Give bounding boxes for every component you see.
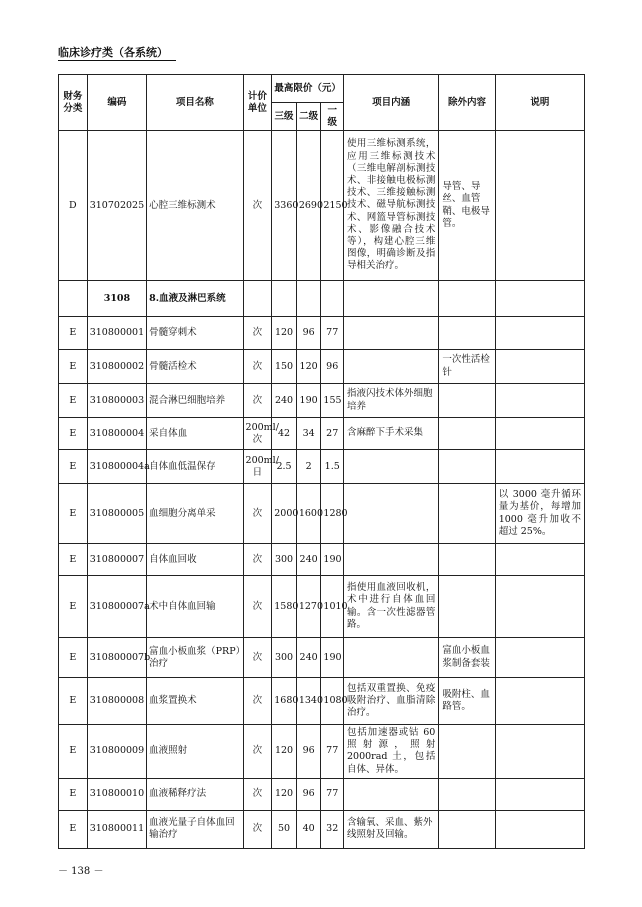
cell-category: E — [59, 576, 88, 638]
cell-category — [59, 281, 88, 317]
cell-price-level1: 77 — [321, 317, 344, 350]
cell-category: E — [59, 484, 88, 544]
cell-content — [344, 638, 439, 678]
cell-category: E — [59, 544, 88, 576]
cell-price-level1: 27 — [321, 418, 344, 450]
cell-code: 310800011 — [87, 810, 146, 848]
cell-note — [495, 810, 584, 848]
cell-exclusion — [439, 576, 495, 638]
cell-content: 使用三维标测系统，应用三维标测技术（三维电解剖标测技术、非接触电极标测技术、三维接触标测技术、磁导航标测技术、网篮导管标测技术、影像融合技术等），构建心腔三维图像，明确诊断及指导相关治疗。 — [344, 131, 439, 281]
table-row — [59, 810, 585, 848]
cell-exclusion — [439, 450, 495, 484]
header-exclusion: 除外内容 — [439, 75, 495, 131]
cell-name: 8.血液及淋巴系统 — [147, 281, 243, 317]
cell-price-level1: 155 — [321, 384, 344, 418]
cell-exclusion: 富血小板血浆制备套装 — [439, 638, 495, 678]
cell-code: 310800007b — [87, 638, 146, 678]
cell-price-level2: 96 — [296, 778, 321, 810]
cell-price-level3: 240 — [272, 384, 297, 418]
cell-code: 310800003 — [87, 384, 146, 418]
cell-note — [495, 638, 584, 678]
table-row — [59, 544, 585, 576]
cell-code: 310800010 — [87, 778, 146, 810]
cell-exclusion: 吸附柱、血路管。 — [439, 678, 495, 725]
cell-unit — [243, 281, 272, 317]
cell-note — [495, 131, 584, 281]
cell-price-level3: 1680 — [272, 678, 297, 725]
cell-price-level2: 40 — [296, 810, 321, 848]
cell-category: E — [59, 725, 88, 779]
cell-unit: 次 — [243, 638, 272, 678]
cell-price-level2: 34 — [296, 418, 321, 450]
cell-unit: 次 — [243, 810, 272, 848]
cell-price-level3: 120 — [272, 778, 297, 810]
cell-price-level1: 77 — [321, 725, 344, 779]
cell-price-level1: 1080 — [321, 678, 344, 725]
cell-content — [344, 350, 439, 384]
table-row — [59, 778, 585, 810]
cell-name: 术中自体血回输 — [147, 576, 243, 638]
cell-price-level3: 1580 — [272, 576, 297, 638]
header-underline — [58, 60, 176, 61]
cell-price-level2: 96 — [296, 725, 321, 779]
cell-category: E — [59, 418, 88, 450]
cell-category: D — [59, 131, 88, 281]
table-row — [59, 384, 585, 418]
cell-price-level3: 300 — [272, 544, 297, 576]
cell-price-level2 — [296, 281, 321, 317]
cell-price-level3 — [272, 281, 297, 317]
cell-unit: 次 — [243, 350, 272, 384]
cell-code: 310800004a — [87, 450, 146, 484]
cell-price-level3: 42 — [272, 418, 297, 450]
cell-price-level3: 2.5 — [272, 450, 297, 484]
cell-category: E — [59, 450, 88, 484]
header-name: 项目名称 — [147, 75, 243, 131]
cell-category: E — [59, 384, 88, 418]
cell-code: 310800008 — [87, 678, 146, 725]
cell-unit: 200ml/次 — [243, 418, 272, 450]
cell-price-level2: 1270 — [296, 576, 321, 638]
price-table — [58, 74, 585, 849]
cell-note — [495, 384, 584, 418]
page-number: － 138 － — [58, 866, 104, 877]
cell-note — [495, 778, 584, 810]
cell-price-level1: 190 — [321, 544, 344, 576]
cell-note — [495, 725, 584, 779]
cell-content — [344, 544, 439, 576]
cell-unit: 次 — [243, 384, 272, 418]
cell-price-level2: 240 — [296, 638, 321, 678]
cell-price-level1: 2150 — [321, 131, 344, 281]
table-row — [59, 484, 585, 544]
cell-name: 自体血回收 — [147, 544, 243, 576]
table-row — [59, 418, 585, 450]
cell-name: 混合淋巴细胞培养 — [147, 384, 243, 418]
cell-unit: 200ml/日 — [243, 450, 272, 484]
cell-name: 骨髓穿刺术 — [147, 317, 243, 350]
cell-unit: 次 — [243, 131, 272, 281]
cell-unit: 次 — [243, 576, 272, 638]
cell-unit: 次 — [243, 544, 272, 576]
cell-content: 指使用血液回收机，术中进行自体血回输。含一次性滤器管路。 — [344, 576, 439, 638]
cell-price-level1: 1280 — [321, 484, 344, 544]
cell-content — [344, 778, 439, 810]
header-code: 编码 — [87, 75, 146, 131]
cell-exclusion: 一次性活检针 — [439, 350, 495, 384]
table-row — [59, 638, 585, 678]
cell-note — [495, 450, 584, 484]
cell-exclusion — [439, 418, 495, 450]
cell-note — [495, 418, 584, 450]
cell-note — [495, 576, 584, 638]
cell-price-level2: 2 — [296, 450, 321, 484]
cell-category: E — [59, 317, 88, 350]
cell-unit: 次 — [243, 317, 272, 350]
table-row — [59, 317, 585, 350]
cell-exclusion — [439, 725, 495, 779]
cell-content: 含输氧、采血、紫外线照射及回输。 — [344, 810, 439, 848]
cell-content: 指液闪技术体外细胞培养 — [344, 384, 439, 418]
cell-price-level3: 150 — [272, 350, 297, 384]
cell-content — [344, 484, 439, 544]
cell-price-level2: 1600 — [296, 484, 321, 544]
cell-price-level2: 1340 — [296, 678, 321, 725]
cell-price-level3: 300 — [272, 638, 297, 678]
header-category: 财务分类 — [59, 75, 88, 131]
cell-name: 自体血低温保存 — [147, 450, 243, 484]
cell-name: 血液光量子自体血回输治疗 — [147, 810, 243, 848]
cell-price-level1: 32 — [321, 810, 344, 848]
table-row — [59, 281, 585, 317]
cell-price-level2: 2690 — [296, 131, 321, 281]
cell-price-level1: 1010 — [321, 576, 344, 638]
cell-code: 310800009 — [87, 725, 146, 779]
cell-code: 3108 — [87, 281, 146, 317]
cell-content — [344, 450, 439, 484]
cell-price-level1: 77 — [321, 778, 344, 810]
cell-price-level2: 96 — [296, 317, 321, 350]
cell-exclusion — [439, 810, 495, 848]
cell-content: 包括双重置换、免疫吸附治疗、血脂清除治疗。 — [344, 678, 439, 725]
cell-name: 血液稀释疗法 — [147, 778, 243, 810]
page-header-title: 临床诊疗类（各系统） — [58, 46, 168, 59]
header-note: 说明 — [495, 75, 584, 131]
table-row — [59, 725, 585, 779]
cell-price-level3: 120 — [272, 725, 297, 779]
cell-name: 心腔三维标测术 — [147, 131, 243, 281]
cell-price-level1 — [321, 281, 344, 317]
cell-unit: 次 — [243, 778, 272, 810]
cell-price-level2: 240 — [296, 544, 321, 576]
cell-exclusion — [439, 484, 495, 544]
cell-note — [495, 544, 584, 576]
cell-price-level1: 190 — [321, 638, 344, 678]
cell-category: E — [59, 638, 88, 678]
cell-price-level3: 120 — [272, 317, 297, 350]
cell-category: E — [59, 678, 88, 725]
cell-note: 以 3000 毫升循环量为基价，每增加 1000 毫升加收不超过 25%。 — [495, 484, 584, 544]
cell-note — [495, 317, 584, 350]
cell-note — [495, 281, 584, 317]
cell-code: 310800004 — [87, 418, 146, 450]
cell-unit: 次 — [243, 484, 272, 544]
cell-exclusion — [439, 778, 495, 810]
cell-exclusion — [439, 384, 495, 418]
cell-exclusion — [439, 281, 495, 317]
cell-category: E — [59, 810, 88, 848]
cell-content — [344, 317, 439, 350]
cell-name: 血液照射 — [147, 725, 243, 779]
cell-price-level2: 190 — [296, 384, 321, 418]
cell-code: 310800007a — [87, 576, 146, 638]
cell-name: 血细胞分离单采 — [147, 484, 243, 544]
cell-unit: 次 — [243, 678, 272, 725]
table-row — [59, 350, 585, 384]
cell-price-level2: 120 — [296, 350, 321, 384]
cell-name: 采自体血 — [147, 418, 243, 450]
cell-name: 富血小板血浆（PRP）治疗 — [147, 638, 243, 678]
header-level2: 二级 — [296, 103, 321, 131]
cell-code: 310702025 — [87, 131, 146, 281]
cell-unit: 次 — [243, 725, 272, 779]
table-row — [59, 131, 585, 281]
table-row — [59, 450, 585, 484]
cell-code: 310800007 — [87, 544, 146, 576]
cell-content — [344, 281, 439, 317]
cell-name: 血浆置换术 — [147, 678, 243, 725]
table-row — [59, 678, 585, 725]
header-content: 项目内涵 — [344, 75, 439, 131]
cell-code: 310800002 — [87, 350, 146, 384]
cell-content: 含麻醉下手术采集 — [344, 418, 439, 450]
cell-price-level3: 2000 — [272, 484, 297, 544]
cell-price-level1: 1.5 — [321, 450, 344, 484]
cell-code: 310800001 — [87, 317, 146, 350]
cell-note — [495, 350, 584, 384]
header-unit: 计价单位 — [243, 75, 272, 131]
header-level3: 三级 — [272, 103, 297, 131]
table-body — [59, 131, 585, 849]
cell-price-level3: 50 — [272, 810, 297, 848]
cell-category: E — [59, 778, 88, 810]
cell-exclusion — [439, 317, 495, 350]
header-max-price: 最高限价（元） — [272, 75, 344, 103]
cell-price-level1: 96 — [321, 350, 344, 384]
cell-exclusion — [439, 544, 495, 576]
cell-note — [495, 678, 584, 725]
header-level1: 一级 — [321, 103, 344, 131]
table-row — [59, 576, 585, 638]
cell-code: 310800005 — [87, 484, 146, 544]
cell-category: E — [59, 350, 88, 384]
cell-exclusion: 导管、导丝、血管鞘、电极导管。 — [439, 131, 495, 281]
cell-name: 骨髓活检术 — [147, 350, 243, 384]
cell-price-level3: 3360 — [272, 131, 297, 281]
cell-content: 包括加速器或钴 60 照射源，照射 2000rad 土，包括自体、异体。 — [344, 725, 439, 779]
